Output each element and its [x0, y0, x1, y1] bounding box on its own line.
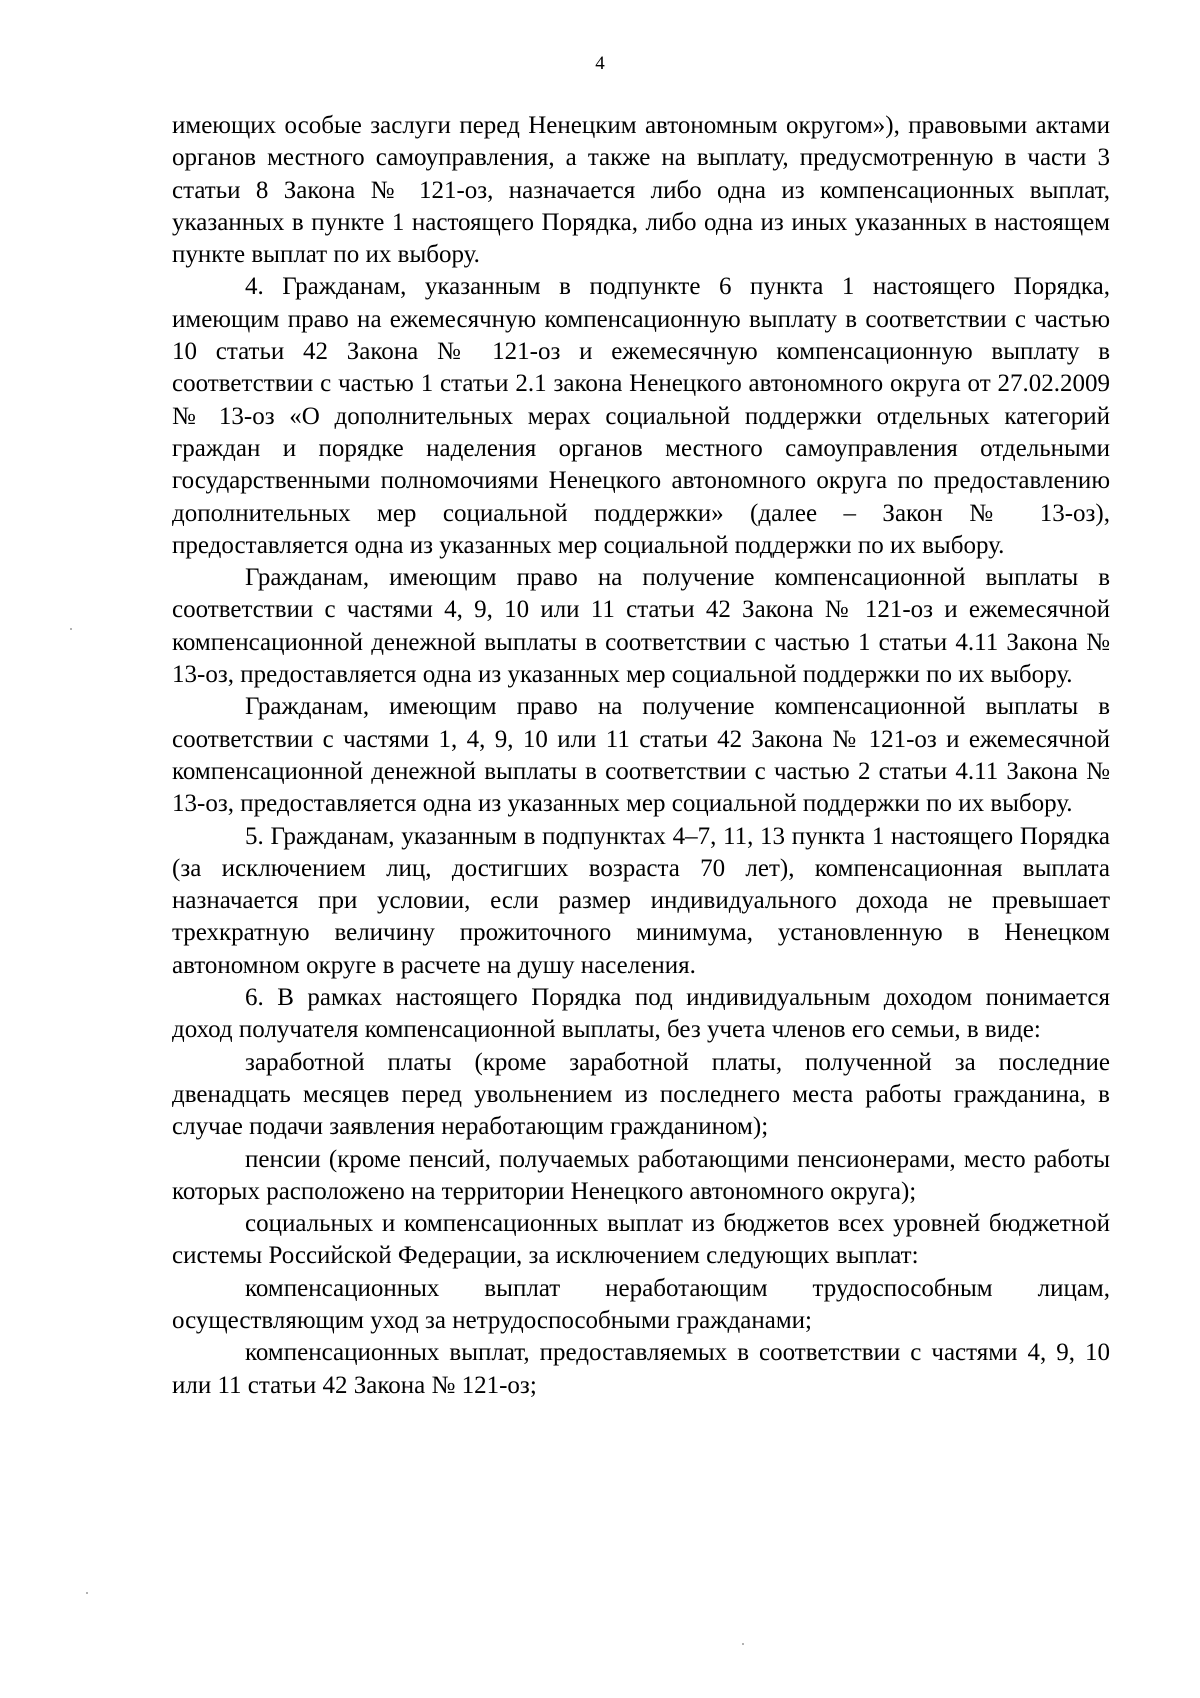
list-item-article-42-payments: компенсационных выплат, предоставляемых в соответствии с частями 4, 9, 10 или 11 статьи 42 Закона № 121-оз;: [172, 1339, 1110, 1399]
scan-speck: [86, 1592, 88, 1594]
paragraph-item-4-part-3: Гражданам, имеющим право на получение компенсационной выплаты в соответствии с частями 1, 4, 9, 10 или 11 статьи 42 Закона № 121-оз и ежемесячной компенсационной денежной выплаты в соответствии с частью 2 статьи 4.11 Закона № 13-оз, предоставляется одна из указанных мер социальной поддержки по их выбору.: [172, 693, 1110, 818]
paragraph-item-6: 6. В рамках настоящего Порядка под индивидуальным доходом понимается доход получателя компенсационной выплаты, без учета членов его семьи, в виде:: [172, 984, 1110, 1044]
list-item-caregiver-payments: компенсационных выплат неработающим трудоспособным лицам, осуществляющим уход за нетрудоспособными гражданами;: [172, 1274, 1110, 1334]
paragraph-continuation: имеющих особые заслуги перед Ненецким автономным округом»), правовыми актами органов местного самоуправления, а также на выплату, предусмотренную в части 3 статьи 8 Закона № 121-оз, назначается либо одна из компенсационных выплат, указанных в пункте 1 настоящего Порядка, либо одна из иных указанных в настоящем пункте выплат по их выбору.: [172, 112, 1110, 269]
scan-speck: [742, 1643, 744, 1645]
scan-speck: [70, 628, 72, 630]
paragraph-item-4: 4. Гражданам, указанным в подпункте 6 пункта 1 настоящего Порядка, имеющим право на ежемесячную компенсационную выплату в соответствии с частью 10 статьи 42 Закона № 121-оз и ежемесячную компенсационную выплату в соответствии с частью 1 статьи 2.1 закона Ненецкого автономного округа от 27.02.2009 № 13-оз «О дополнительных мерах социальной поддержки отдельных категорий граждан и порядке наделения органов местного самоуправления отдельными государственными полномочиями Ненецкого автономного округа по предоставлению дополнительных мер социальной поддержки» (далее – Закон № 13-оз), предоставляется одна из указанных мер социальной поддержки по их выбору.: [172, 273, 1110, 559]
list-item-wages: заработной платы (кроме заработной платы, полученной за последние двенадцать месяцев перед увольнением из последнего места работы гражданина, в случае подачи заявления неработающим гражданином);: [172, 1048, 1110, 1141]
page-number: 4: [595, 53, 605, 74]
paragraph-item-5: 5. Гражданам, указанным в подпунктах 4–7, 11, 13 пункта 1 настоящего Порядка (за исключением лиц, достигших возраста 70 лет), компенсационная выплата назначается при условии, если размер индивидуального дохода не превышает трехкратную величину прожиточного минимума, установленную в Ненецком автономном округе в расчете на душу населения.: [172, 822, 1110, 979]
paragraph-item-4-part-2: Гражданам, имеющим право на получение компенсационной выплаты в соответствии с частями 4, 9, 10 или 11 статьи 42 Закона № 121-оз и ежемесячной компенсационной денежной выплаты в соответствии с частью 1 статьи 4.11 Закона № 13-оз, предоставляется одна из указанных мер социальной поддержки по их выбору.: [172, 564, 1110, 689]
document-body: [172, 110, 1110, 1402]
list-item-social-payments: социальных и компенсационных выплат из бюджетов всех уровней бюджетной системы Российской Федерации, за исключением следующих выплат:: [172, 1210, 1110, 1270]
list-item-pensions: пенсии (кроме пенсий, получаемых работающими пенсионерами, место работы которых расположено на территории Ненецкого автономного округа);: [172, 1145, 1110, 1205]
